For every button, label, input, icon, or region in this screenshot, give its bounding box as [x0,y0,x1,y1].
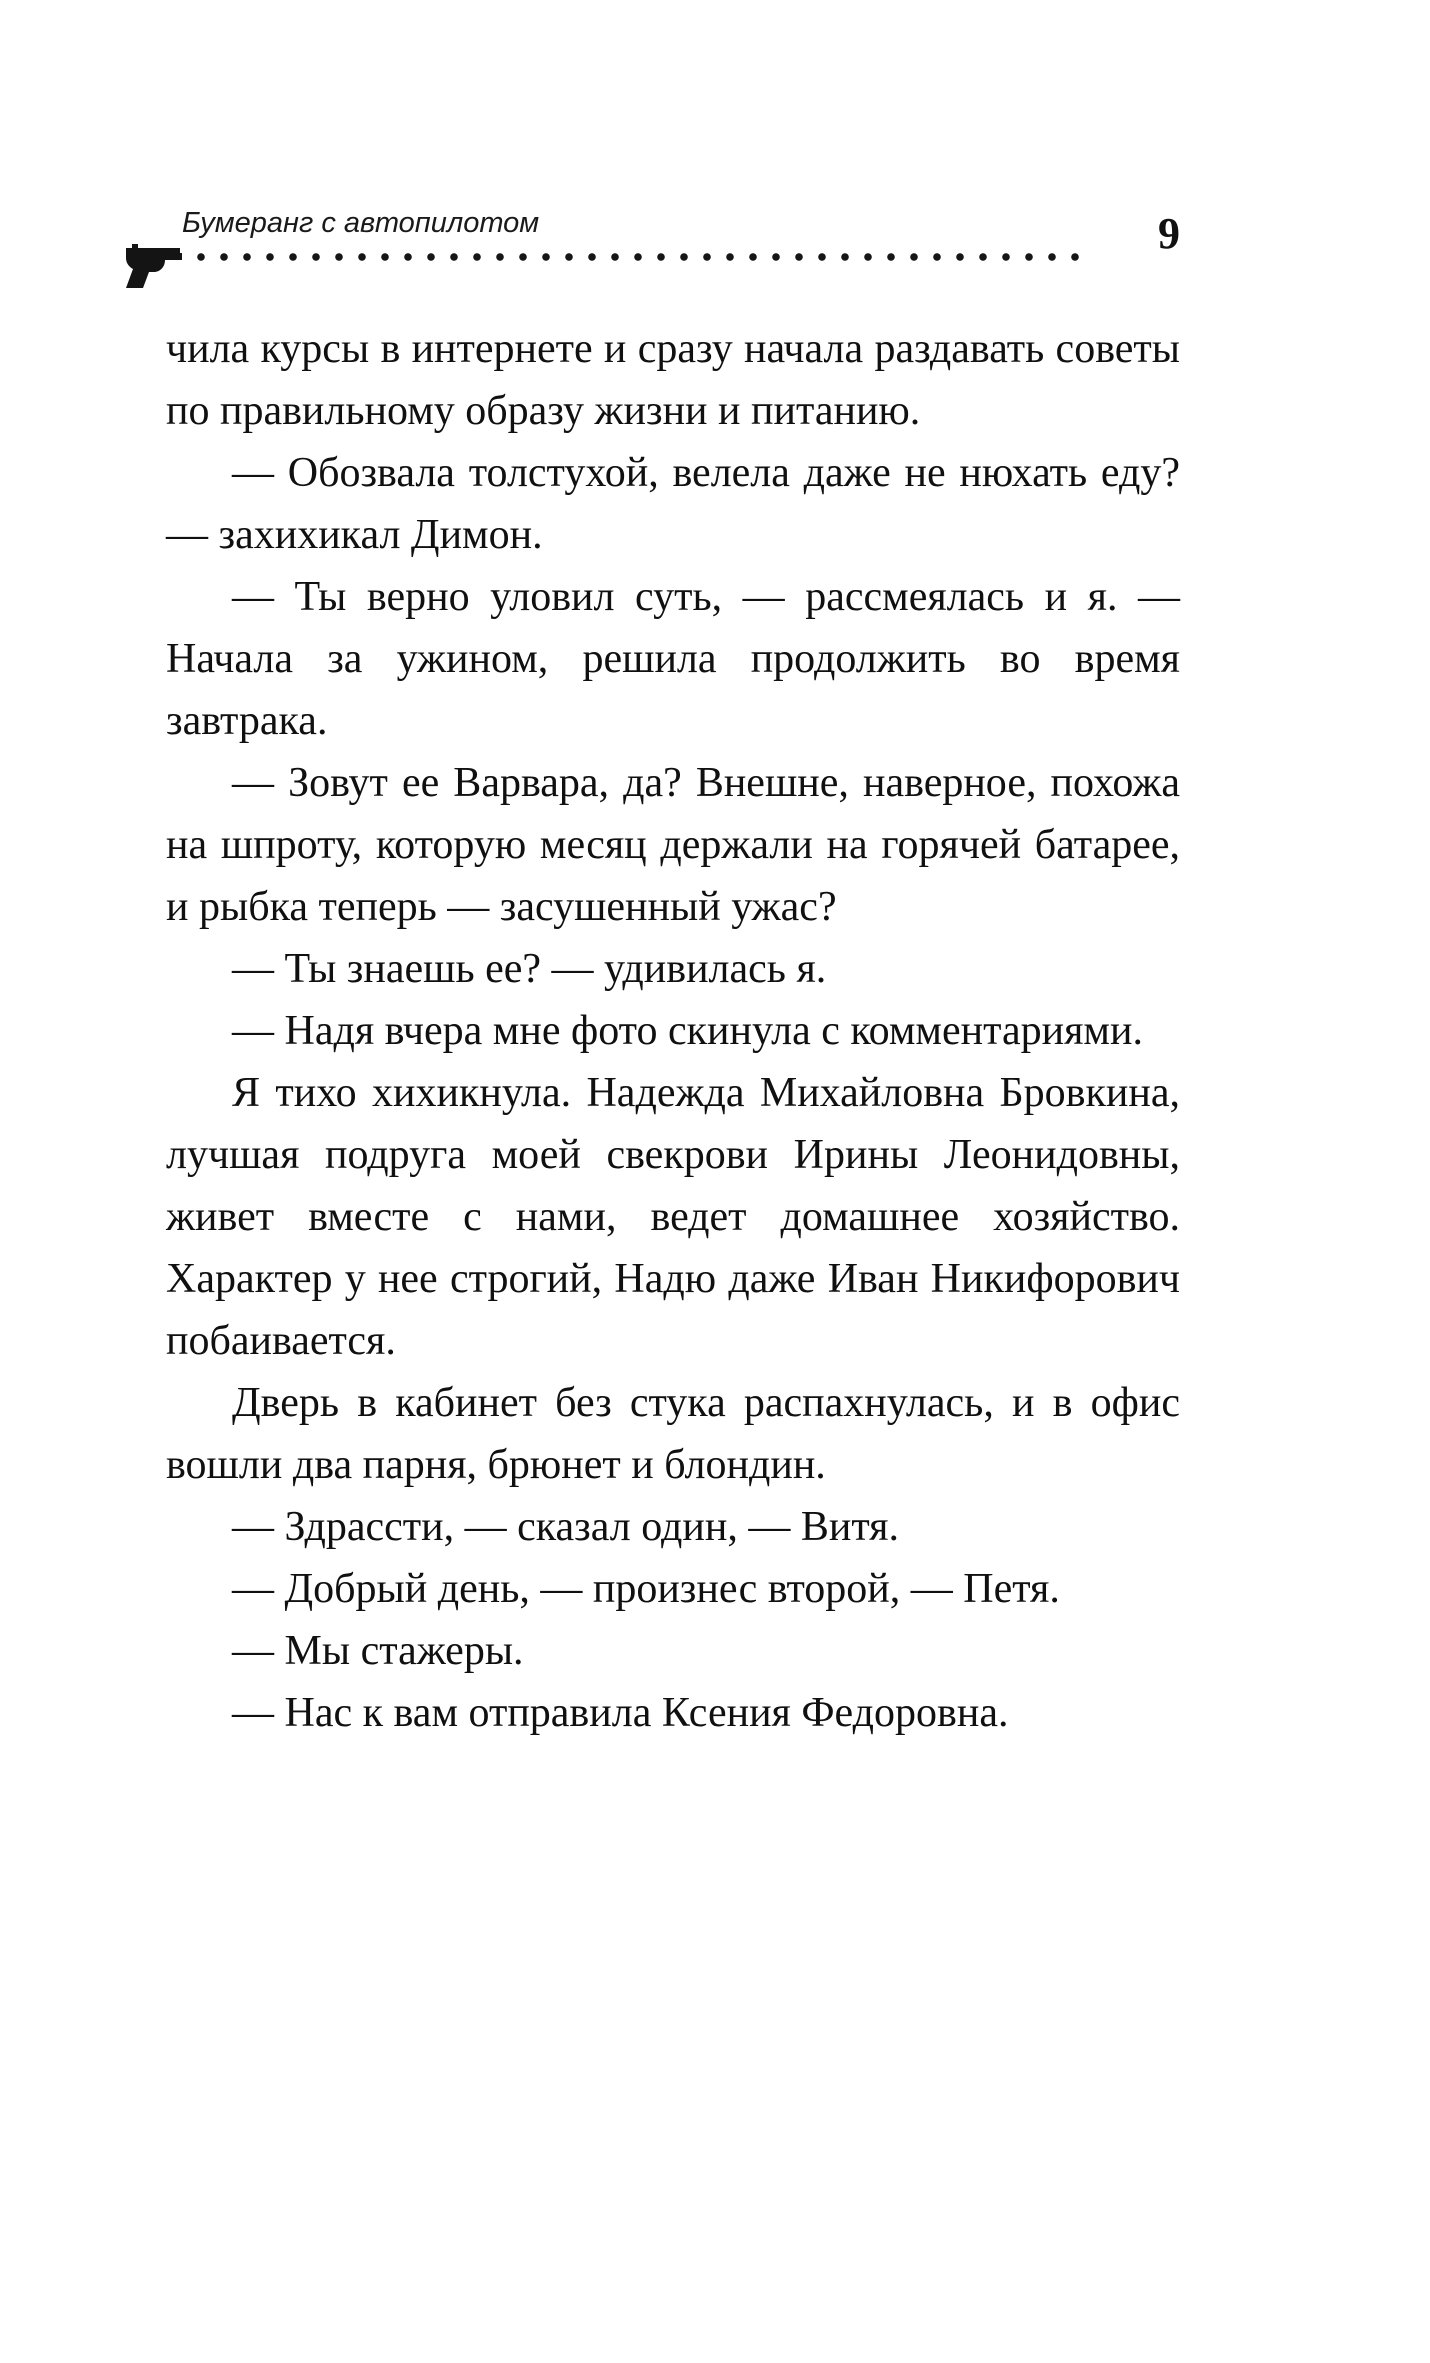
body-paragraph: — Здрассти, — сказал один, — Витя. [232,1504,899,1550]
body-paragraph: — Обозвала толстухой, велела даже не нюхать еду? — захихикал Димон. [166,450,1180,558]
body-paragraph: — Ты верно уловил суть, — рассмеялась и я. — Начала за ужином, решила продолжить во время завтрака. [166,574,1180,744]
dotted-leader [194,250,1084,264]
body-paragraph: — Ты знаешь ее? — удивилась я. [232,946,827,992]
body-paragraph: чила курсы в интернете и сразу начала раздавать советы по правильному образу жизни и питанию. [166,326,1180,434]
running-head-title: Бумеранг с автопилотом [182,207,540,239]
body-paragraph: Я тихо хихикнула. Надежда Михайловна Бровкина, лучшая подруга моей свекрови Ирины Леонидовны, живет вместе с нами, ведет домашнее хозяйство. Характер у нее строгий, Надю даже Иван Никифорович побаивается. [166,1070,1180,1364]
body-paragraph: — Зовут ее Варвара, да? Внешне, наверное, похожа на шпроту, которую месяц держали на горячей батарее, и рыбка теперь — засушенный ужас? [166,760,1180,930]
pistol-icon [118,238,182,290]
body-paragraph: Дверь в кабинет без стука распахнулась, и в офис вошли два парня, брюнет и блондин. [166,1380,1180,1488]
page-number: 9 [1158,209,1180,258]
body-paragraph: — Надя вчера мне фото скинула с комментариями. [232,1008,1143,1054]
body-paragraph: — Нас к вам отправила Ксения Федоровна. [232,1690,1009,1736]
running-head [118,198,1180,298]
page-body [166,318,1180,1744]
body-paragraph: — Мы стажеры. [232,1628,524,1674]
body-paragraph: — Добрый день, — произнес второй, — Петя. [232,1566,1060,1612]
